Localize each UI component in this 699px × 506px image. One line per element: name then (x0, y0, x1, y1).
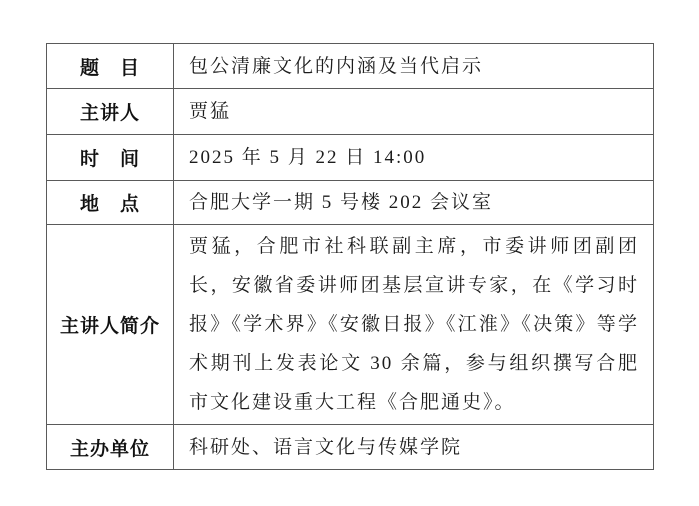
row-value-place: 合肥大学一期 5 号楼 202 会议室 (174, 181, 654, 225)
row-label-host: 主办单位 (47, 425, 174, 470)
table-row-host (47, 425, 654, 470)
row-label-title: 题 目 (47, 44, 174, 89)
table-row-speaker (47, 89, 654, 135)
lecture-info-table-body (47, 44, 654, 470)
row-value-bio: 贾猛，合肥市社科联副主席，市委讲师团副团长，安徽省委讲师团基层宣讲专家，在《学习时报》《学术界》《安徽日报》《江淮》《决策》等学术期刊上发表论文 30 余篇，参与组织撰写合肥市文化建设重大工程《合肥通史》。 (174, 225, 654, 425)
row-label-time: 时 间 (47, 135, 174, 181)
row-value-title: 包公清廉文化的内涵及当代启示 (174, 44, 654, 89)
row-value-time: 2025 年 5 月 22 日 14:00 (174, 135, 654, 181)
row-label-speaker: 主讲人 (47, 89, 174, 135)
row-value-host: 科研处、语言文化与传媒学院 (174, 425, 654, 470)
table-row-bio (47, 225, 654, 425)
table-row-place (47, 181, 654, 225)
row-label-place: 地 点 (47, 181, 174, 225)
row-label-bio: 主讲人简介 (47, 225, 174, 425)
lecture-info-table (46, 43, 654, 470)
table-row-time (47, 135, 654, 181)
row-value-speaker: 贾猛 (174, 89, 654, 135)
table-row-title (47, 44, 654, 89)
